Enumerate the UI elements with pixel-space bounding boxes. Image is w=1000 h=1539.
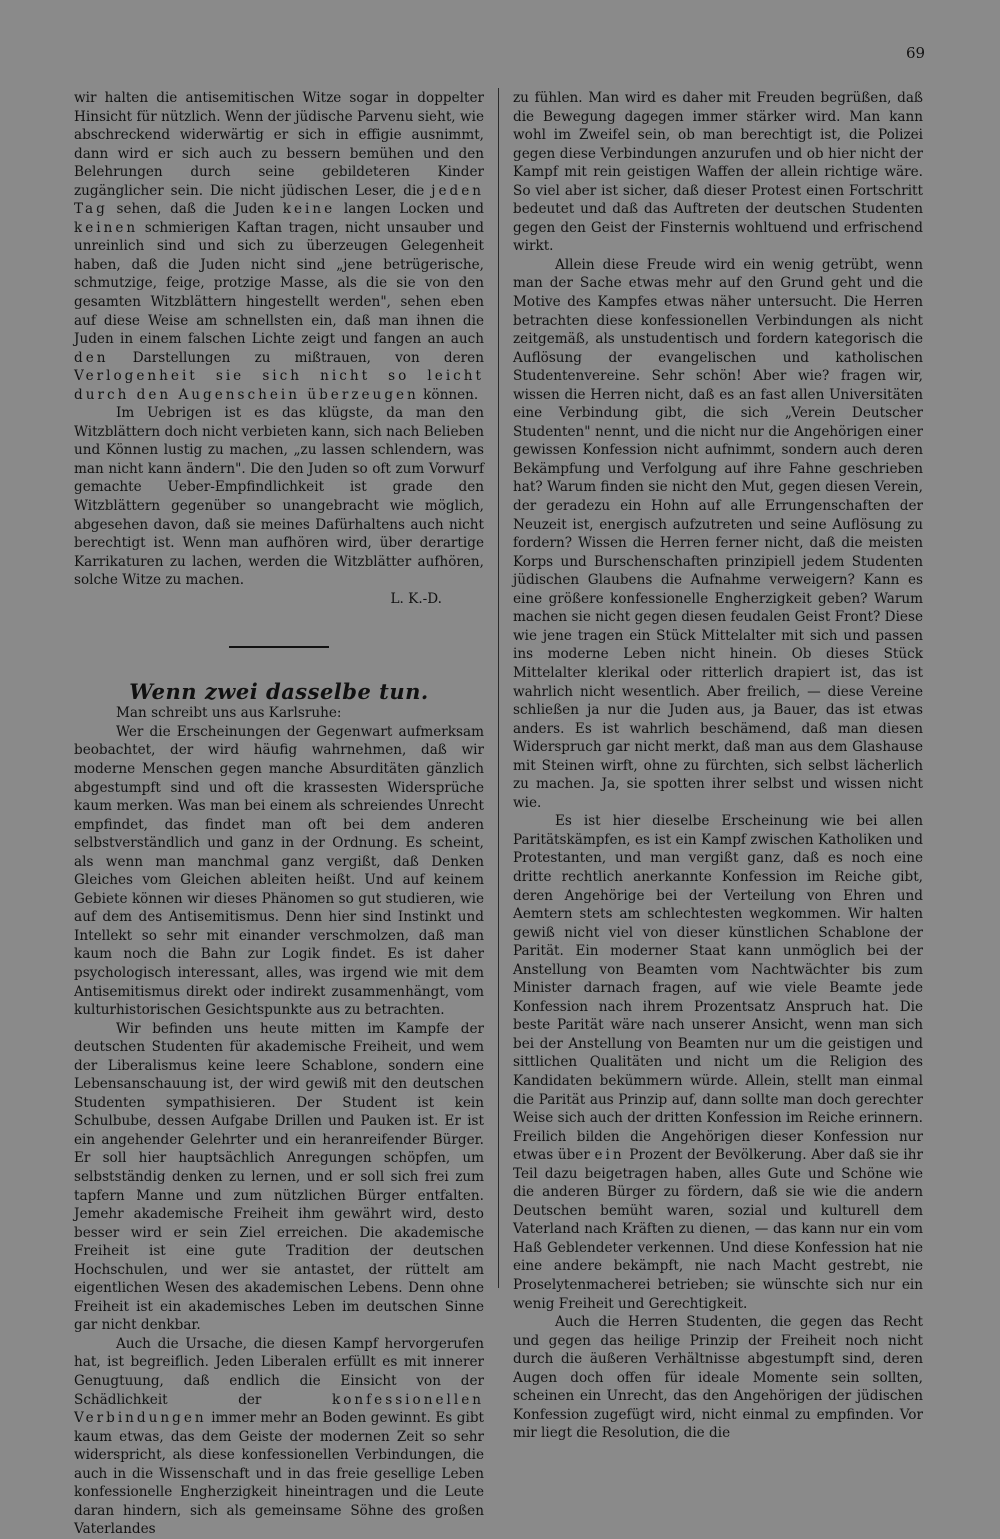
author-signature: L. K.-D. bbox=[390, 590, 442, 607]
paragraph: Auch die Ursache, die diesen Kampf hervorgerufen hat, ist begreiflich. Jeden Liberalen erfüllt es mit innerer Genugtuung, daß endlich die Einsicht von der Schädlichkeit der konfessionellen Verbindungen immer mehr an Boden gewinnt. Es gibt kaum etwas, das dem Geiste der modernen Zeit so sehr widerspricht, als diese konfessionellen Verbindungen, die auch in die Wissenschaft und in das freie gesellige Leben konfessionelle Engherzigkeit hineintragen und die Leute daran hindern, sich als gemeinsame Söhne des großen Vaterlandes bbox=[74, 1335, 484, 1538]
paragraph: wir halten die antisemitischen Witze sogar in doppelter Hinsicht für nützlich. Wenn der jüdische Parvenu sieht, wie abschreckend widerwärtig er sich in effigie ausnimmt, dann wird er sich auch zu bessern bemühen und den Belehrungen durch seine gebildeteren Kinder zugänglicher sein. Die nicht jüdischen Leser, die jeden Tag sehen, daß die Juden keine langen Locken und keinen schmierigen Kaftan tragen, nicht unsauber und unreinlich sind und sich zu überzeugen Gelegenheit haben, daß die Juden nicht sind „jene betrügerische, schmutzige, feige, protzige Masse, als die sie von den gesamten Witzblättern hingestellt werden", sehen eben auf diese Weise am schnellsten ein, daß man ihnen die Juden in einem falschen Lichte zeigt und fangen an auch den Darstellungen zu mißtrauen, von deren Verlogenheit sie sich nicht so leicht durch den Augenschein überzeugen können. bbox=[74, 90, 484, 403]
paragraph: Es ist hier dieselbe Erscheinung wie bei allen Paritätskämpfen, es ist ein Kampf zwischen Katholiken und Protestanten, und man vergißt ganz, daß es noch eine dritte rechtlich anerkannte Konfession im Reiche gibt, deren Angehörige bei der Verteilung von Ehren und Aemtern stets am schlechtesten wegkommen. Wir halten gewiß nicht viel von dieser künstlichen Schablone der Parität. Ein moderner Staat kann unmöglich bei der Anstellung von Beamten vom Nachtwächter bis zum Minister darnach fragen, auf wie viele Beamte jede Konfession nach ihrem Prozentsatz Anspruch hat. Die beste Parität wäre nach unserer Ansicht, wenn man sich bei der Anstellung von Beamten nur um die geistigen und sittlichen Qualitäten und nicht um die Religion des Kandidaten bekümmern würde. Allein, stellt man einmal die Parität aus Prinzip auf, dann sollte man doch gerechter Weise sich auch der dritten Konfession im Reiche erinnern. Freilich bilden die Angehörigen dieser Konfession nur etwas über ein Prozent der Bevölkerung. Aber daß sie ihr Teil dazu beigetragen haben, alles Gute und Schöne wie die anderen Bürger zu fördern, daß sie wie die andern Deutschen bemüht waren, sozial und kulturell dem Vaterland nach Kräften zu dienen, — das kann nur ein vom Haß Geblendeter verkennen. Und diese Konfession hat nie eine andere bekämpft, nie nach Macht gestrebt, nie Proselytenmacherei betrieben; sie wünschte sich nur ein wenig Freiheit und Gerechtigkeit. bbox=[513, 813, 923, 1312]
dateline: Man schreibt uns aus Karlsruhe: bbox=[116, 705, 342, 722]
right-column bbox=[513, 89, 923, 1443]
paragraph: zu fühlen. Man wird es daher mit Freuden begrüßen, daß die Bewegung dagegen immer stärker wird. Man kann wohl im Zweifel sein, ob man berechtigt ist, die Polizei gegen diese Verbindungen anzurufen und ob hier nicht der Kampf mit rein geistigen Waffen der allein richtige wäre. So viel aber ist sicher, daß dieser Protest einen Fortschritt bedeutet und daß das Auftreten der deutschen Studenten gegen den Geist der Finsternis wohltuend und erfrischend wirkt. bbox=[513, 90, 923, 255]
paragraph: Im Uebrigen ist es das klügste, da man den Witzblättern doch nicht verbieten kann, sich nach Belieben und Können lustig zu machen, „zu lassen schlendern, was man nicht kann ändern". Die den Juden so oft zum Vorwurf gemachte Ueber-Empfindlichkeit ist grade den Witzblättern gegenüber so unangebracht wie möglich, abgesehen davon, daß sie meines Dafürhaltens auch nicht berechtigt ist. Wenn man aufhören wird, über derartige Karrikaturen zu lachen, werden die Witzblätter aufhören, solche Witze zu machen. bbox=[74, 405, 484, 589]
section-divider bbox=[229, 646, 329, 648]
article-headline: Wenn zwei dasselbe tun. bbox=[129, 679, 429, 705]
paragraph: Allein diese Freude wird ein wenig getrübt, wenn man der Sache etwas mehr auf den Grund geht und die Motive des Kampfes etwas näher untersucht. Die Herren betrachten diese konfessionellen Verbindungen als nicht zeitgemäß, als unstudentisch und fordern kategorisch die Auflösung der evangelischen und katholischen Studentenvereine. Sehr schön! Aber wie? fragen wir, wissen die Herren nicht, daß es an fast allen Universitäten eine Verbindung gibt, die sich „Verein Deutscher Studenten" nennt, und die nicht nur die Angehörigen einer gewissen Konfession nicht aufnimmt, sondern auch deren Bekämpfung und Verfolgung auf ihre Fahne geschrieben hat? Warum finden sie nicht den Mut, gegen diesen Verein, der geradezu ein Hohn auf alle Errungenschaften der Neuzeit ist, energisch aufzutreten und seine Auflösung zu fordern? Wissen die Herren ferner nicht, daß die meisten Korps und Burschenschaften prinzipiell jedem Studenten jüdischen Glaubens die Aufnahme verweigern? Kann es eine größere konfessionelle Engherzigkeit geben? Warum machen sie nicht gegen diesen feudalen Geist Front? Diese wie jene tragen ein Stück Mittelalter mit sich und passen ins moderne Leben nicht hinein. Ob dieses Stück Mittelalter klerikal oder ritterlich drapiert ist, das ist wahrlich nicht wesentlich. Aber freilich, — diese Vereine schließen ja nur die Juden aus, ja Bauer, das ist etwas anders. Es ist wahrlich beschämend, daß man diesen Widerspruch gar nicht merkt, daß man aus dem Glashause mit Steinen wirft, ohne zu fürchten, sich selbst lächerlich zu machen. Ja, sie spotten ihrer selbst und wissen nicht wie. bbox=[513, 256, 923, 811]
page-number: 69 bbox=[906, 44, 926, 62]
paragraph: Wir befinden uns heute mitten im Kampfe der deutschen Studenten für akademische Freiheit, und wem der Liberalismus keine leere Schablone, sondern eine Lebensanschauung ist, der wird gewiß mit den deutschen Studenten sympathisieren. Der Student ist kein Schulbube, dessen Aufgabe Drillen und Pauken ist. Er ist ein angehender Gelehrter und ein heranreifender Bürger. Er soll hier hauptsächlich Anregungen schöpfen, um selbstständig denken zu lernen, und er soll sich frei zum tapfern Manne und zum nützlichen Bürger entfalten. Jemehr akademische Freiheit ihm gewährt wird, desto besser wird er sein Ziel erreichen. Die akademische Freiheit ist eine gute Tradition der deutschen Hochschulen, und wer sie antastet, der rüttelt am eigentlichen Wesen des akademischen Lebens. Denn ohne Freiheit ist ein akademisches Leben im deutschen Sinne gar nicht denkbar. bbox=[74, 1020, 484, 1334]
paragraph: Wer die Erscheinungen der Gegenwart aufmerksam beobachtet, der wird häufig wahrnehmen, daß wir moderne Menschen gegen manche Absurditäten gänzlich abgestumpft sind und oft die krassesten Widersprüche kaum merken. Was man bei einem als schreiendes Unrecht empfindet, das findet man oft bei dem anderen selbstverständlich und ganz in der Ordnung. Es scheint, als wenn man manchmal ganz vergißt, daß Denken Gleiches vom Gleichen ableiten heißt. Und auf keinem Gebiete können wir dieses Phänomen so gut studieren, wie auf dem des Antisemitismus. Denn hier sind Instinkt und Intellekt so sehr mit einander verschmolzen, daß man kaum noch die Bahn zur Logik findet. Es ist daher psychologisch interessant, alles, was irgend wie mit dem Antisemitismus direkt oder indirekt zusammenhängt, vom kulturhistorischen Gesichtspunkte aus zu betrachten. bbox=[74, 723, 484, 1019]
column-divider bbox=[498, 88, 499, 1288]
left-column bbox=[74, 89, 484, 1539]
paragraph: Auch die Herren Studenten, die gegen das Recht und gegen das heilige Prinzip der Freiheit noch nicht durch die äußeren Verhältnisse abgestumpft sind, deren Augen doch offen für ideale Momente sein sollten, scheinen ein Unrecht, das den Angehörigen der jüdischen Konfession zugefügt wird, nicht einmal zu empfinden. Vor mir liegt die Resolution, die die bbox=[513, 1314, 923, 1442]
